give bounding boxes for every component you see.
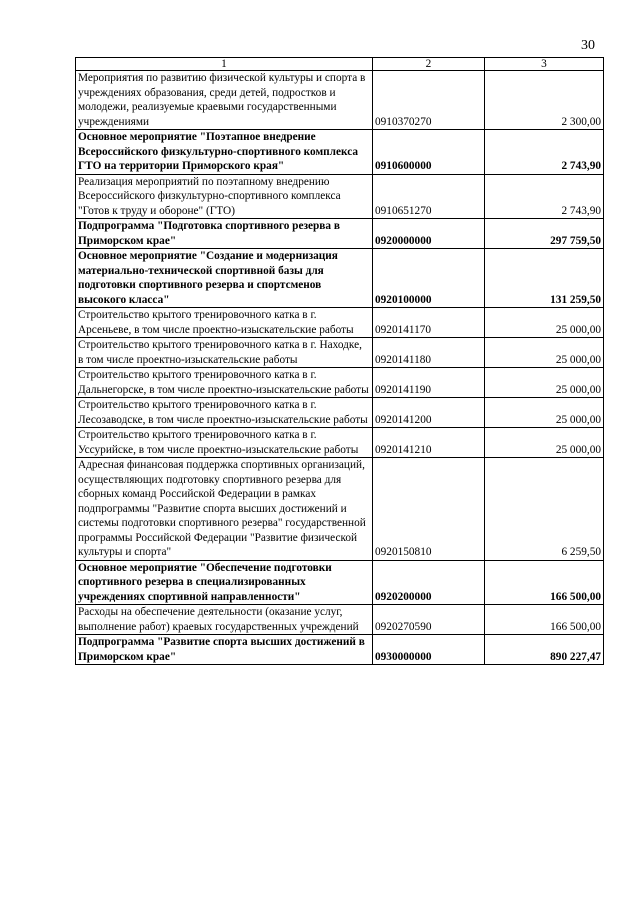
row-code-cell: 0920270590 xyxy=(373,605,485,635)
row-code-cell: 0920150810 xyxy=(373,458,485,561)
row-name-cell: Мероприятия по развитию физической культуры и спорта в учреждениях образования, среди детей, подростков и молодежи, реализуемые краевыми государственными учреждениями xyxy=(76,71,373,130)
budget-table xyxy=(75,57,604,665)
table-row xyxy=(76,398,604,428)
column-header-2: 2 xyxy=(373,58,485,71)
row-name-cell: Строительство крытого тренировочного катка в г. Арсеньеве, в том числе проектно-изыскательские работы xyxy=(76,308,373,338)
row-amount-cell: 890 227,47 xyxy=(485,635,604,665)
row-amount-cell: 6 259,50 xyxy=(485,458,604,561)
row-name-cell: Расходы на обеспечение деятельности (оказание услуг, выполнение работ) краевых государственных учреждений xyxy=(76,605,373,635)
table-row xyxy=(76,249,604,308)
row-name-cell: Основное мероприятие "Поэтапное внедрение Всероссийского физкультурно-спортивного комплекса ГТО на территории Приморского края" xyxy=(76,130,373,175)
row-amount-cell: 2 300,00 xyxy=(485,71,604,130)
row-code-cell: 0920141190 xyxy=(373,368,485,398)
row-amount-cell: 25 000,00 xyxy=(485,398,604,428)
row-name-cell: Реализация мероприятий по поэтапному внедрению Всероссийского физкультурно-спортивного комплекса "Готов к труду и обороне" (ГТО) xyxy=(76,174,373,219)
row-amount-cell: 2 743,90 xyxy=(485,174,604,219)
table-row xyxy=(76,219,604,249)
table-row xyxy=(76,368,604,398)
row-amount-cell: 25 000,00 xyxy=(485,368,604,398)
row-amount-cell: 166 500,00 xyxy=(485,560,604,605)
row-code-cell: 0910370270 xyxy=(373,71,485,130)
table-row xyxy=(76,458,604,561)
table-row xyxy=(76,130,604,175)
row-code-cell: 0920141170 xyxy=(373,308,485,338)
row-amount-cell: 297 759,50 xyxy=(485,219,604,249)
row-name-cell: Подпрограмма "Подготовка спортивного резерва в Приморском крае" xyxy=(76,219,373,249)
row-amount-cell: 25 000,00 xyxy=(485,338,604,368)
row-amount-cell: 25 000,00 xyxy=(485,308,604,338)
row-amount-cell: 25 000,00 xyxy=(485,428,604,458)
row-code-cell: 0910600000 xyxy=(373,130,485,175)
row-code-cell: 0920141210 xyxy=(373,428,485,458)
table-row xyxy=(76,174,604,219)
row-amount-cell: 2 743,90 xyxy=(485,130,604,175)
row-amount-cell: 131 259,50 xyxy=(485,249,604,308)
row-code-cell: 0920100000 xyxy=(373,249,485,308)
column-header-3: 3 xyxy=(485,58,604,71)
row-name-cell: Строительство крытого тренировочного катка в г. Находке, в том числе проектно-изыскательские работы xyxy=(76,338,373,368)
table-row xyxy=(76,338,604,368)
row-code-cell: 0920000000 xyxy=(373,219,485,249)
row-code-cell: 0920141200 xyxy=(373,398,485,428)
table-row xyxy=(76,560,604,605)
column-header-1: 1 xyxy=(76,58,373,71)
row-name-cell: Основное мероприятие "Обеспечение подготовки спортивного резерва в специализированных учреждениях спортивной направленности" xyxy=(76,560,373,605)
row-name-cell: Строительство крытого тренировочного катка в г. Уссурийске, в том числе проектно-изыскательские работы xyxy=(76,428,373,458)
row-name-cell: Адресная финансовая поддержка спортивных организаций, осуществляющих подготовку спортивного резерва для сборных команд Российской Федерации в рамках подпрограммы "Развитие спорта высших достижений и системы подготовки спортивного резерва" государственной программы Российской Федерации "Развитие физической культуры и спорта" xyxy=(76,458,373,561)
row-code-cell: 0930000000 xyxy=(373,635,485,665)
row-code-cell: 0920200000 xyxy=(373,560,485,605)
table-row xyxy=(76,605,604,635)
table-row xyxy=(76,428,604,458)
table-header-row xyxy=(76,58,604,71)
row-amount-cell: 166 500,00 xyxy=(485,605,604,635)
row-name-cell: Строительство крытого тренировочного катка в г. Дальнегорске, в том числе проектно-изыскательские работы xyxy=(76,368,373,398)
page-number: 30 xyxy=(581,38,595,53)
row-name-cell: Основное мероприятие "Создание и модернизация материально-технической спортивной базы для подготовки спортивного резерва и спортсменов высокого класса" xyxy=(76,249,373,308)
table-row xyxy=(76,635,604,665)
row-code-cell: 0910651270 xyxy=(373,174,485,219)
table-body xyxy=(76,58,604,665)
row-name-cell: Подпрограмма "Развитие спорта высших достижений в Приморском крае" xyxy=(76,635,373,665)
table-row xyxy=(76,71,604,130)
row-name-cell: Строительство крытого тренировочного катка в г. Лесозаводске, в том числе проектно-изыскательские работы xyxy=(76,398,373,428)
row-code-cell: 0920141180 xyxy=(373,338,485,368)
table-row xyxy=(76,308,604,338)
